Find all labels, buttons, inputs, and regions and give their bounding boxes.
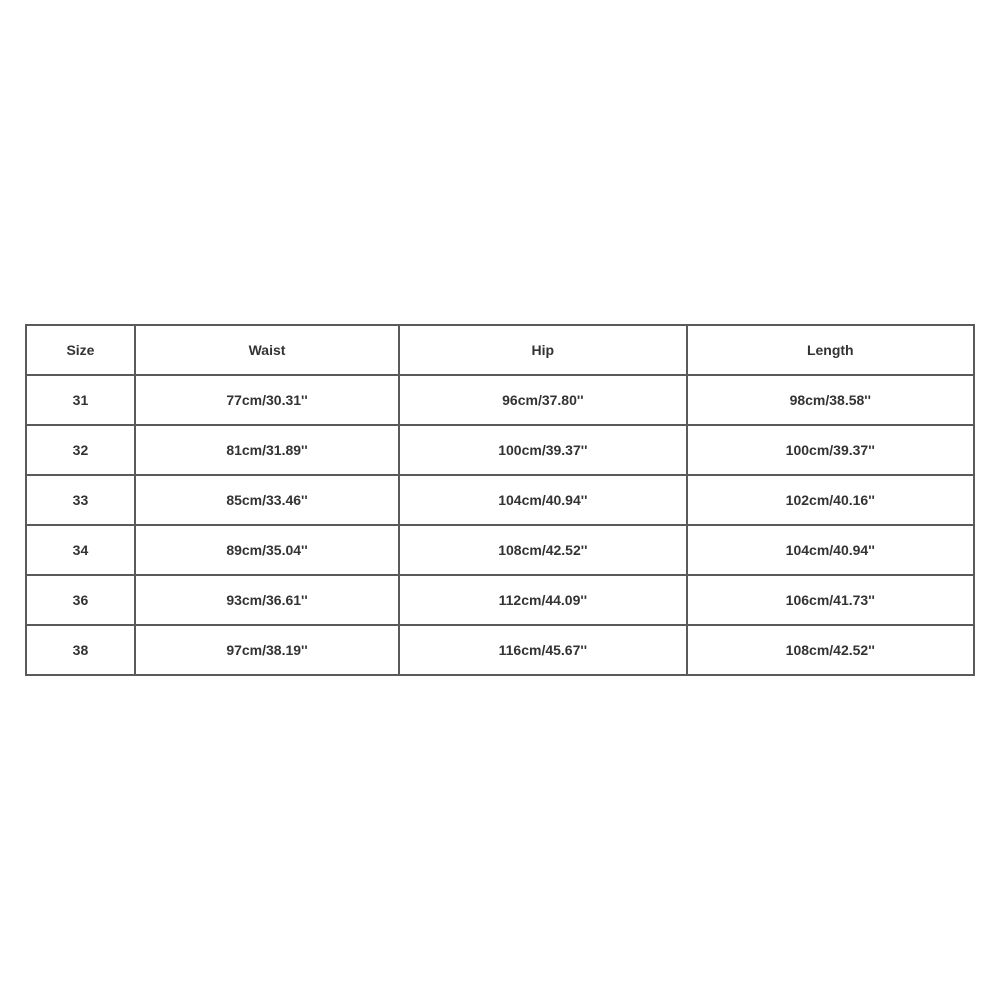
table-header (27, 326, 975, 376)
cell-waist: 93cm/36.61'' (136, 576, 400, 626)
cell-hip: 116cm/45.67'' (400, 626, 687, 676)
header-hip: Hip (400, 326, 687, 376)
cell-hip: 112cm/44.09'' (400, 576, 687, 626)
cell-hip: 96cm/37.80'' (400, 376, 687, 426)
table-row (27, 526, 975, 576)
cell-waist: 89cm/35.04'' (136, 526, 400, 576)
cell-size: 34 (27, 526, 136, 576)
table-row (27, 426, 975, 476)
table-row (27, 476, 975, 526)
header-row (27, 326, 975, 376)
header-size: Size (27, 326, 136, 376)
table-row (27, 576, 975, 626)
cell-size: 38 (27, 626, 136, 676)
cell-hip: 104cm/40.94'' (400, 476, 687, 526)
cell-hip: 108cm/42.52'' (400, 526, 687, 576)
cell-length: 106cm/41.73'' (688, 576, 975, 626)
table-row (27, 376, 975, 426)
cell-hip: 100cm/39.37'' (400, 426, 687, 476)
cell-size: 36 (27, 576, 136, 626)
cell-waist: 97cm/38.19'' (136, 626, 400, 676)
header-length: Length (688, 326, 975, 376)
table-body (27, 376, 975, 676)
cell-waist: 85cm/33.46'' (136, 476, 400, 526)
table-row (27, 626, 975, 676)
cell-length: 98cm/38.58'' (688, 376, 975, 426)
cell-waist: 77cm/30.31'' (136, 376, 400, 426)
cell-size: 33 (27, 476, 136, 526)
cell-size: 31 (27, 376, 136, 426)
cell-length: 100cm/39.37'' (688, 426, 975, 476)
cell-length: 104cm/40.94'' (688, 526, 975, 576)
cell-length: 102cm/40.16'' (688, 476, 975, 526)
header-waist: Waist (136, 326, 400, 376)
cell-size: 32 (27, 426, 136, 476)
cell-waist: 81cm/31.89'' (136, 426, 400, 476)
size-chart-table (25, 324, 975, 676)
cell-length: 108cm/42.52'' (688, 626, 975, 676)
